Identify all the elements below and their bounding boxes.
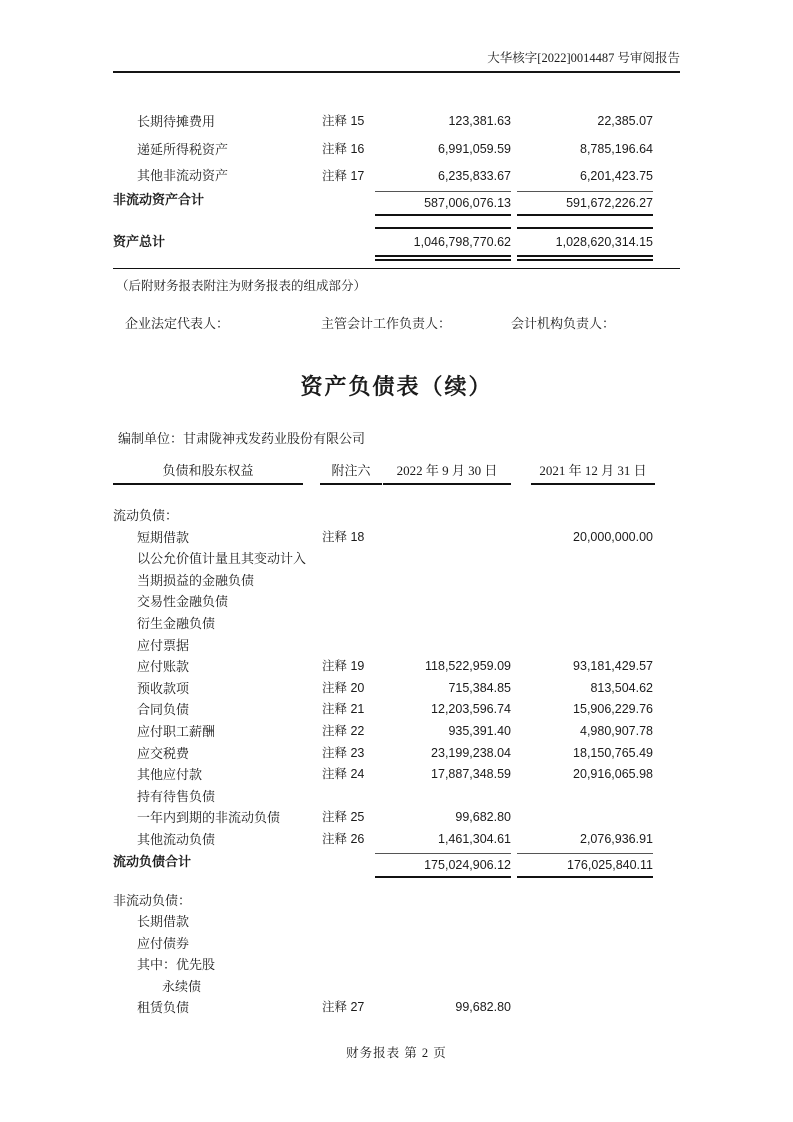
value-2022: 23,199,238.04 bbox=[431, 745, 511, 760]
column-header-2022: 2022 年 9 月 30 日 bbox=[383, 461, 511, 485]
note-ref: 注释 24 bbox=[322, 767, 365, 782]
row-label: 应交税费 bbox=[137, 745, 190, 761]
value-2021: 6,201,423.75 bbox=[580, 169, 653, 183]
table-row bbox=[113, 527, 680, 549]
row-label: 交易性金融负债 bbox=[137, 594, 229, 610]
row-label: 衍生金融负债 bbox=[137, 615, 216, 631]
row-label: 长期待摊费用 bbox=[137, 114, 216, 129]
value-2021: 2,076,936.91 bbox=[580, 831, 653, 846]
table-row bbox=[113, 613, 680, 635]
row-label: 以公允价值计量且其变动计入 bbox=[137, 551, 307, 567]
value-2022: 17,887,348.59 bbox=[431, 767, 511, 782]
note-ref: 注释 21 bbox=[322, 702, 365, 717]
prepared-by-line: 编制单位：甘肃陇神戎发药业股份有限公司 bbox=[118, 431, 366, 446]
table-row bbox=[113, 997, 680, 1019]
note-ref: 注释 23 bbox=[322, 745, 365, 760]
row-label: 租赁负债 bbox=[137, 1000, 190, 1016]
value-2021: 20,916,065.98 bbox=[573, 767, 653, 782]
value-2022: 175,024,906.12 bbox=[375, 853, 511, 878]
table-row bbox=[113, 954, 680, 976]
note-ref: 注释 15 bbox=[322, 114, 365, 128]
page-footer: 财务报表 第 2 页 bbox=[346, 1046, 447, 1060]
row-label: 非流动负债： bbox=[113, 892, 192, 908]
note-ref: 注释 25 bbox=[322, 810, 365, 825]
note-ref: 注释 22 bbox=[322, 723, 365, 738]
value-2022: 587,006,076.13 bbox=[375, 191, 511, 216]
note-ref: 注释 18 bbox=[322, 529, 365, 544]
table-row bbox=[113, 699, 680, 721]
noncurrent-assets-subtotal-row bbox=[113, 189, 680, 216]
table-row bbox=[113, 656, 680, 678]
column-header-liabilities: 负债和股东权益 bbox=[113, 461, 303, 485]
signature-line bbox=[113, 313, 680, 331]
balance-sheet-title: 资产负债表（续） bbox=[300, 374, 493, 399]
table-row bbox=[113, 976, 680, 998]
report-number-header: 大华核字[2022]0014487 号审阅报告 bbox=[113, 48, 680, 73]
value-2021: 20,000,000.00 bbox=[573, 529, 653, 544]
assets-table-tail bbox=[113, 108, 680, 260]
table-row bbox=[113, 743, 680, 765]
note-ref: 注释 20 bbox=[322, 680, 365, 695]
row-label: 持有待售负债 bbox=[137, 788, 216, 804]
accounting-head-label: 主管会计工作负责人： bbox=[321, 316, 452, 331]
accounting-dept-label: 会计机构负责人： bbox=[511, 316, 616, 331]
section-row-current-liabilities bbox=[113, 505, 680, 527]
value-2022: 935,391.40 bbox=[448, 723, 511, 738]
table-row bbox=[113, 721, 680, 743]
value-2021: 93,181,429.57 bbox=[573, 659, 653, 674]
value-2021: 8,785,196.64 bbox=[580, 141, 653, 156]
row-label: 其他应付款 bbox=[137, 767, 203, 783]
row-label: 流动负债合计 bbox=[113, 853, 192, 869]
row-label: 应付债券 bbox=[137, 935, 190, 951]
table-row bbox=[113, 570, 680, 592]
table-row bbox=[113, 829, 680, 851]
table-row bbox=[113, 548, 680, 570]
value-2021: 4,980,907.78 bbox=[580, 723, 653, 738]
current-liabilities-subtotal-row bbox=[113, 851, 680, 877]
row-label: 合同负债 bbox=[137, 702, 190, 718]
note-ref: 注释 17 bbox=[322, 169, 365, 183]
section-row-noncurrent-liabilities bbox=[113, 890, 680, 912]
legal-representative-label: 企业法定代表人： bbox=[125, 316, 230, 331]
table-row bbox=[113, 108, 680, 136]
value-2021: 176,025,840.11 bbox=[517, 853, 653, 878]
row-label: 流动负债： bbox=[113, 508, 179, 523]
note-ref: 注释 26 bbox=[322, 831, 365, 846]
value-2021: 1,028,620,314.15 bbox=[517, 227, 653, 261]
value-2021: 15,906,229.76 bbox=[573, 702, 653, 717]
value-2021: 591,672,226.27 bbox=[517, 191, 653, 216]
table-row bbox=[113, 911, 680, 933]
note-ref: 注释 19 bbox=[322, 659, 365, 674]
value-2021: 18,150,765.49 bbox=[573, 745, 653, 760]
note-ref: 注释 16 bbox=[322, 141, 365, 156]
row-label: 其中：优先股 bbox=[137, 957, 216, 973]
table-row bbox=[113, 163, 680, 189]
table-row bbox=[113, 807, 680, 829]
value-2022: 1,046,798,770.62 bbox=[375, 227, 511, 261]
section-divider bbox=[113, 268, 680, 269]
row-label: 预收款项 bbox=[137, 680, 190, 696]
row-label: 递延所得税资产 bbox=[137, 141, 229, 157]
row-label: 应付职工薪酬 bbox=[137, 723, 216, 739]
balance-sheet-body bbox=[113, 505, 680, 1019]
table-row bbox=[113, 786, 680, 808]
value-2022: 12,203,596.74 bbox=[431, 702, 511, 717]
value-2022: 99,682.80 bbox=[455, 810, 511, 825]
table-row bbox=[113, 933, 680, 955]
value-2022: 123,381.63 bbox=[448, 114, 511, 128]
table-row bbox=[113, 764, 680, 786]
value-2021: 22,385.07 bbox=[597, 114, 653, 128]
row-label: 当期损益的金融负债 bbox=[137, 572, 255, 588]
column-header-2021: 2021 年 12 月 31 日 bbox=[531, 461, 655, 485]
value-2022: 6,235,833.67 bbox=[438, 169, 511, 183]
value-2022: 715,384.85 bbox=[448, 680, 511, 695]
value-2022: 99,682.80 bbox=[455, 1000, 511, 1015]
value-2021: 813,504.62 bbox=[590, 680, 653, 695]
statement-note: （后附财务报表附注为财务报表的组成部分） bbox=[116, 279, 367, 293]
table-row bbox=[113, 591, 680, 613]
value-2022: 118,522,959.09 bbox=[425, 659, 511, 674]
column-header-note: 附注六 bbox=[320, 461, 382, 485]
value-2022: 1,461,304.61 bbox=[438, 831, 511, 846]
table-row bbox=[113, 678, 680, 700]
row-label: 应付账款 bbox=[137, 659, 190, 675]
row-label: 其他流动负债 bbox=[137, 831, 216, 847]
row-label: 非流动资产合计 bbox=[113, 192, 205, 207]
table-row bbox=[113, 635, 680, 657]
row-label: 资产总计 bbox=[113, 234, 166, 249]
row-label: 永续债 bbox=[162, 978, 202, 994]
row-label: 应付票据 bbox=[137, 637, 190, 653]
balance-sheet-column-headers bbox=[113, 461, 680, 483]
row-label: 短期借款 bbox=[137, 529, 190, 545]
row-label: 长期借款 bbox=[137, 914, 190, 930]
note-ref: 注释 27 bbox=[322, 1000, 365, 1015]
row-label: 其他非流动资产 bbox=[137, 168, 229, 183]
value-2022: 6,991,059.59 bbox=[438, 141, 511, 156]
row-label: 一年内到期的非流动负债 bbox=[137, 810, 281, 826]
total-assets-row bbox=[113, 224, 680, 260]
table-row bbox=[113, 136, 680, 164]
